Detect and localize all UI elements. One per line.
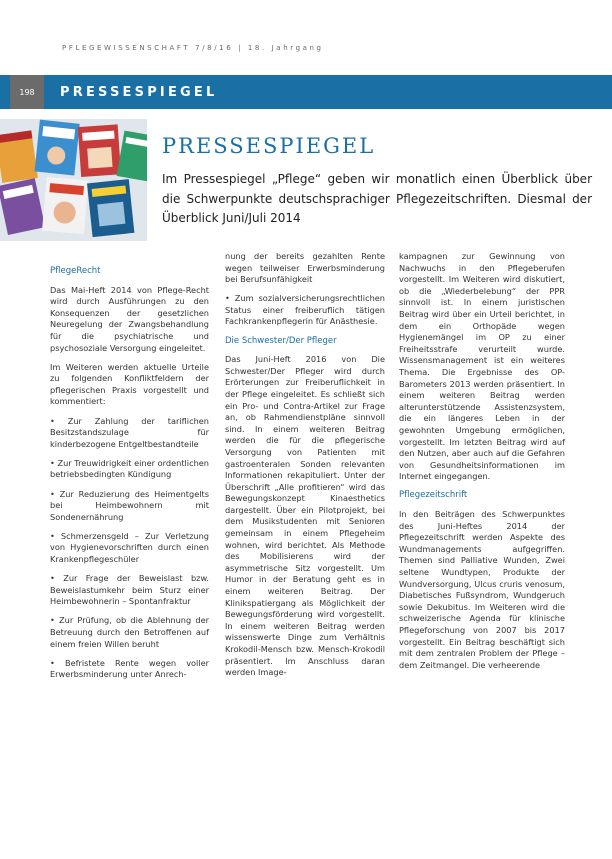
paragraph: nung der bereits gezahlten Rente wegen teilweiser Erwerbsminderung bei Berufsunfähigkeit bbox=[225, 251, 385, 285]
paragraph: Im Weiteren werden aktuelle Urteile zu folgenden Konfliktfeldern der pflegerischen Praxis vorgestellt und kommentiert: bbox=[50, 361, 209, 407]
heading-pflegerecht: PflegeRecht bbox=[50, 266, 101, 276]
column-3 bbox=[399, 251, 565, 679]
bullet-item: • Zum sozialversicherungsrechtlichen Status einer freiberuflich tätigen Fachkrankenpflegerin für Anästhesie. bbox=[225, 293, 385, 327]
bullet-item: • Zur Zahlung der tariflichen Besitzstandszulage für kinderbezogene Entgeltbestandteile bbox=[50, 415, 209, 449]
heading-pflegezeitschrift: Pflegezeitschrift bbox=[399, 490, 468, 501]
bullet-item: • Befristete Rente wegen voller Erwerbsminderung unter Anrech- bbox=[50, 657, 209, 680]
heading-schwester-pfleger: Die Schwester/Der Pfleger bbox=[225, 335, 337, 346]
paragraph: kampagnen zur Gewinnung von Nachwuchs in den Pflegeberufen vorgestellt. Im Weiteren wird diskutiert, ob die „Wiederbelebung“ der PPR sinnvoll ist. In einem juristischen Beitrag wird über ein Urteil berichtet, in dem ein Orthopäde wegen Hygienemängel im OP zu einer Freiheitsstrafe verurteilt wurde. Wissensmanagement ist ein weiteres Thema. Die Ergebnisse des OP-Barometers 2013 werden präsentiert. In einem weiteren Beitrag werden alterunterstützende Assistenzsystem, die ein längeres Leben in der gewohnten Umgebung ermöglichen, vorgestellt. Im letzten Beitrag wird auf den Nutzen, aber auch auf die Gefahren von Gesundheitsinformationen im Internet eingegangen. bbox=[399, 251, 565, 482]
paragraph: Das Juni-Heft 2016 von Die Schwester/Der Pfleger wird durch Erörterungen zur Freiberuflichkeit in der Pflege eingeleitet. Es schließt sich ein Pro- und Contra-Artikel zur Frage an, ob Rahmendienstpläne sinnvoll sind. In einem weiteren Beitrag werden die für die pflegerische Versorgung von Patienten mit gastroenteralen Sonden relevanten Informationen rekapituliert. Unter der Überschrift „Alle profitieren“ wird das Bewegungskonzept Kinaesthetics dargestellt. Über ein Pilotprojekt, bei dem Musikstudenten mit Senioren gemeinsam in einem Pflegeheim wohnen, wird berichtet. Als Methode des Mobilisierens wird der asymmetrische Sitz vorgestellt. Um Humor in der Beratung geht es in einem weiteren Beitrag. Der Klinikspatiergang als Möglichkeit der Bewegungsförderung wird vorgestellt. In einem weiteren Beitrag werden wissenswerte Dinge zum Verhältnis Krokodil-Mensch bzw. Mensch-Krokodil präsentiert. Im Anschluss daran werden Image- bbox=[225, 354, 385, 678]
paragraph: Das Mai-Heft 2014 von Pflege-Recht wird durch Ausführungen zu den Konsequenzen der gesetzlichen Neuregelung der Zwangsbehandlung für die psychiatrische und psychosoziale Versorgung eingeleitet. bbox=[50, 284, 209, 353]
column-2 bbox=[225, 251, 385, 686]
magazine-covers-image bbox=[0, 119, 147, 241]
bullet-item: • Schmerzensgeld – Zur Verletzung von Hygienevorschriften durch einen Krankenpflegeschüler bbox=[50, 530, 209, 564]
bullet-item: • Zur Reduzierung des Heimentgelts bei Heimbewohnern mit Sondenernährung bbox=[50, 488, 209, 522]
bullet-item: • Zur Prüfung, ob die Ablehnung der Betreuung durch den Betroffenen auf einem freien Willen beruht bbox=[50, 615, 209, 649]
intro-text: Im Pressespiegel „Pflege“ geben wir monatlich einen Überblick über die Schwerpunkte deutschsprachiger Pflegezeitschriften. Diesmal der Überblick Juni/Juli 2014 bbox=[162, 172, 592, 225]
page-title: PRESSESPIEGEL bbox=[162, 134, 376, 158]
paragraph: In den Beiträgen des Schwerpunktes des Juni-Heftes 2014 der Pflegezeitschrift werden Aspekte des Wundmanagements aufgegriffen. Themen sind Palliative Wunden, Zwei seltene Wundtypen, Produkte der Wundversorgung, Ulcus cruris venosum, Diabetisches Fußsyndrom, Wundgeruch sowie Dekubitus. Im Weiteren wird die schweizerische Agenda für klinische Pflegeforschung von 2007 bis 2017 vorgestellt. Ein Beitrag beschäftigt sich mit dem zentralen Problem der Pflege – dem Zeitmangel. Die verheerende bbox=[399, 508, 565, 670]
section-label: PRESSESPIEGEL bbox=[60, 85, 218, 100]
bullet-item: • Zur Treuwidrigkeit einer ordentlichen betriebsbedingten Kündigung bbox=[50, 457, 209, 480]
page-number: 198 bbox=[10, 75, 44, 109]
running-head: PFLEGEWISSENSCHAFT 7/8/16 | 18. Jahrgang bbox=[62, 44, 324, 52]
bullet-item: • Zur Frage der Beweislast bzw. Beweislastumkehr beim Sturz einer Heimbewohnerin – Spontanfraktur bbox=[50, 573, 209, 607]
column-1 bbox=[50, 266, 209, 688]
